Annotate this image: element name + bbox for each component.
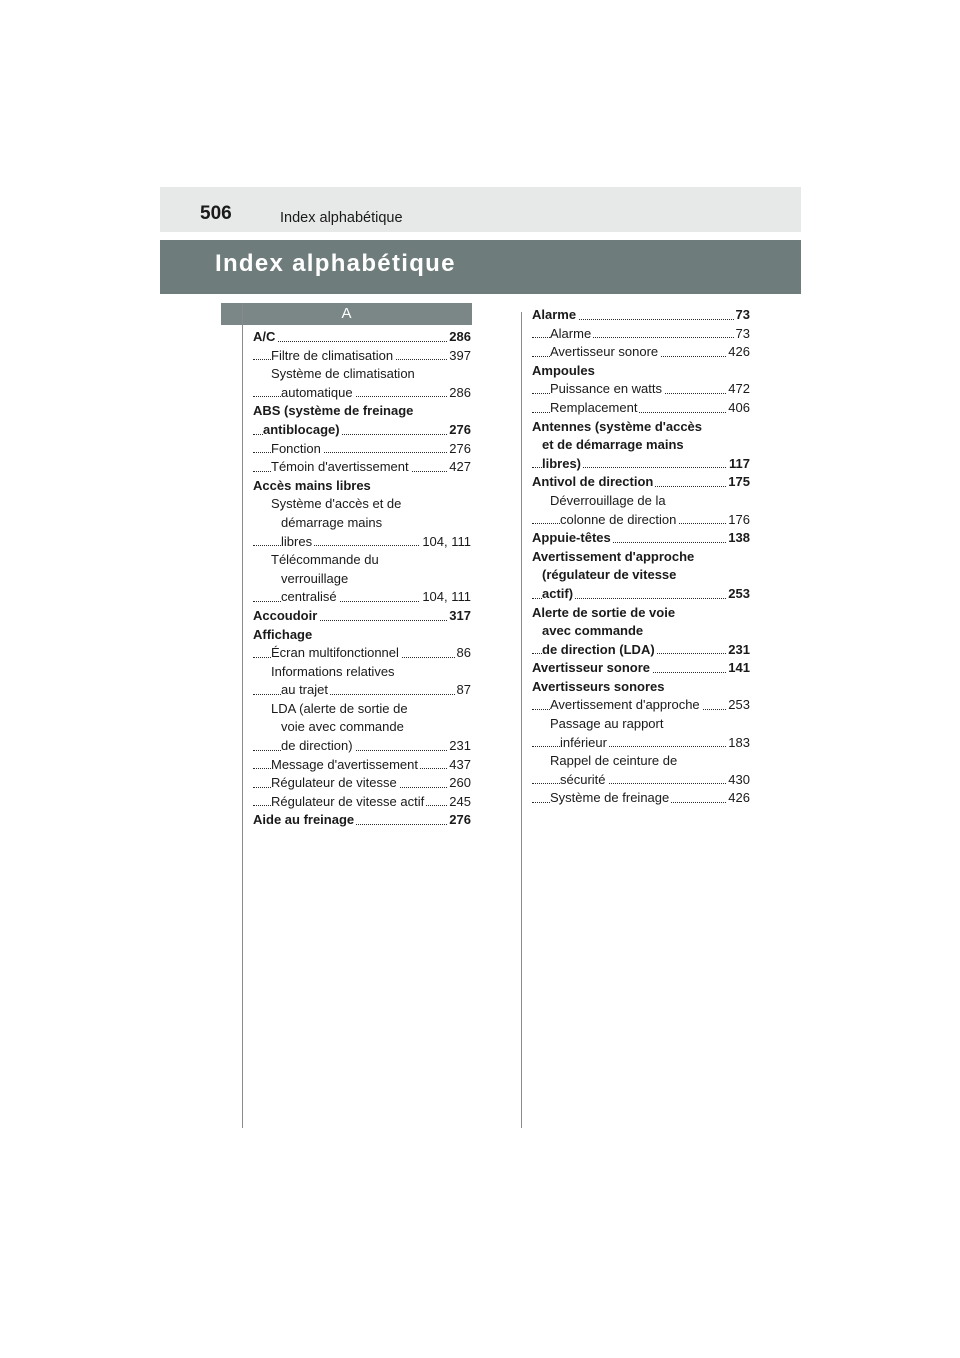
index-entry-page: 104, 111	[420, 588, 471, 607]
index-entry	[253, 588, 471, 607]
index-entry-text: centralisé	[281, 588, 339, 607]
index-entry	[253, 514, 471, 533]
index-entry-text: Avertisseurs sonores	[532, 678, 666, 697]
index-entry	[532, 343, 750, 362]
index-entry	[253, 328, 471, 347]
index-entry-page: 183	[726, 734, 750, 753]
index-entry-text: Appuie-têtes	[532, 529, 613, 548]
index-entry-text: LDA (alerte de sortie de	[271, 700, 410, 719]
index-entry-text: (régulateur de vitesse	[542, 566, 678, 585]
index-entry	[532, 436, 750, 455]
index-entry-page: 260	[447, 774, 471, 793]
index-entry	[253, 384, 471, 403]
index-entry-page: 437	[447, 756, 471, 775]
index-entry	[253, 663, 471, 682]
section-letter-header: A	[221, 303, 472, 325]
page-header-bar	[160, 187, 801, 232]
index-entry-text: inférieur	[560, 734, 609, 753]
index-entry	[253, 737, 471, 756]
index-entry	[253, 607, 471, 626]
index-entry	[253, 421, 471, 440]
index-entry	[253, 347, 471, 366]
index-entry-page: 317	[447, 607, 471, 626]
index-entry-page: 426	[726, 343, 750, 362]
index-entry-text: A/C	[253, 328, 277, 347]
index-entry-text: Système de climatisation	[271, 365, 417, 384]
index-entry-text: Régulateur de vitesse	[271, 774, 399, 793]
index-entry	[532, 715, 750, 734]
index-entry	[253, 533, 471, 552]
index-entry-text: avec commande	[542, 622, 645, 641]
index-entry	[532, 455, 750, 474]
index-entry-page: 406	[726, 399, 750, 418]
index-entry	[532, 771, 750, 790]
index-entry	[253, 477, 471, 496]
index-entry-text: voie avec commande	[281, 718, 406, 737]
index-entry-text: Remplacement	[550, 399, 639, 418]
index-entry	[532, 696, 750, 715]
index-entry	[532, 622, 750, 641]
index-entry-text: Alarme	[550, 325, 593, 344]
index-entry-text: sécurité	[560, 771, 608, 790]
index-entry-text: colonne de direction	[560, 511, 678, 530]
index-entry-page: 253	[726, 585, 750, 604]
index-entry-page: 231	[726, 641, 750, 660]
index-entry-text: Fonction	[271, 440, 323, 459]
index-entry-page: 141	[726, 659, 750, 678]
index-entry-page: 231	[447, 737, 471, 756]
index-entry-text: Avertissement d'approche	[550, 696, 702, 715]
index-entry-page: 286	[447, 328, 471, 347]
index-entry-text: démarrage mains	[281, 514, 384, 533]
index-entry-text: Filtre de climatisation	[271, 347, 395, 366]
index-entry-text: Puissance en watts	[550, 380, 664, 399]
left-column-rule	[242, 303, 243, 1128]
index-entry-text: verrouillage	[281, 570, 350, 589]
index-entry-page: 286	[447, 384, 471, 403]
header-title: Index alphabétique	[280, 210, 403, 226]
index-entry	[253, 793, 471, 812]
index-entry-page: 426	[726, 789, 750, 808]
index-entry	[253, 811, 471, 830]
index-entry-page: 104, 111	[420, 533, 471, 552]
index-entry-text: Passage au rapport	[550, 715, 665, 734]
index-entry	[532, 566, 750, 585]
index-entry	[532, 325, 750, 344]
index-entry-text: Témoin d'avertissement	[271, 458, 411, 477]
index-entry	[532, 641, 750, 660]
index-entry-text: Régulateur de vitesse actif	[271, 793, 426, 812]
index-entry-text: Avertissement d'approche	[532, 548, 696, 567]
index-entry	[253, 495, 471, 514]
index-entry-text: et de démarrage mains	[542, 436, 686, 455]
index-column-right	[532, 306, 750, 808]
index-entry-page: 73	[734, 306, 750, 325]
index-entry	[253, 718, 471, 737]
index-entry	[253, 756, 471, 775]
index-entry-text: Rappel de ceinture de	[550, 752, 679, 771]
index-entry-text: Écran multifonctionnel	[271, 644, 401, 663]
index-entry-text: antiblocage)	[263, 421, 342, 440]
index-entry-page: 176	[726, 511, 750, 530]
index-entry	[532, 789, 750, 808]
index-entry-text: Télécommande du	[271, 551, 381, 570]
index-entry-text: Accès mains libres	[253, 477, 373, 496]
index-entry	[253, 774, 471, 793]
index-entry	[532, 492, 750, 511]
index-entry-page: 472	[726, 380, 750, 399]
index-entry	[532, 399, 750, 418]
index-entry-text: Avertisseur sonore	[532, 659, 652, 678]
index-entry-text: actif)	[542, 585, 575, 604]
index-entry-text: ABS (système de freinage	[253, 402, 415, 421]
index-column-left	[253, 328, 471, 830]
index-entry	[253, 681, 471, 700]
index-entry-text: Message d'avertissement	[271, 756, 420, 775]
index-entry	[253, 700, 471, 719]
index-entry-page: 138	[726, 529, 750, 548]
index-entry-text: Avertisseur sonore	[550, 343, 660, 362]
index-entry	[253, 551, 471, 570]
index-entry-page: 117	[727, 455, 750, 474]
index-entry-page: 397	[447, 347, 471, 366]
index-entry	[532, 511, 750, 530]
index-entry	[253, 365, 471, 384]
index-entry	[532, 418, 750, 437]
index-entry-text: au trajet	[281, 681, 330, 700]
right-column-rule	[521, 312, 522, 1128]
index-entry-page: 276	[447, 440, 471, 459]
index-entry-text: Antennes (système d'accès	[532, 418, 704, 437]
index-entry-text: Ampoules	[532, 362, 597, 381]
index-entry-page: 427	[447, 458, 471, 477]
index-entry	[532, 529, 750, 548]
index-entry	[532, 306, 750, 325]
index-entry-text: Antivol de direction	[532, 473, 655, 492]
index-entry-text: Système d'accès et de	[271, 495, 403, 514]
index-entry-text: Accoudoir	[253, 607, 319, 626]
page-number: 506	[200, 203, 232, 224]
index-entry	[253, 570, 471, 589]
index-entry	[253, 402, 471, 421]
index-entry-page: 253	[726, 696, 750, 715]
index-entry-text: Système de freinage	[550, 789, 671, 808]
index-entry-page: 276	[447, 811, 471, 830]
index-entry	[532, 678, 750, 697]
index-entry-text: de direction)	[281, 737, 355, 756]
index-entry-text: Informations relatives	[271, 663, 397, 682]
index-entry-text: Affichage	[253, 626, 314, 645]
index-entry	[532, 659, 750, 678]
index-entry	[532, 585, 750, 604]
index-entry-text: de direction (LDA)	[542, 641, 657, 660]
index-entry	[532, 734, 750, 753]
index-entry	[532, 473, 750, 492]
index-entry-text: automatique	[281, 384, 355, 403]
index-entry-text: Alarme	[532, 306, 578, 325]
index-entry	[532, 362, 750, 381]
index-entry	[532, 752, 750, 771]
index-entry	[532, 380, 750, 399]
index-entry-page: 276	[447, 421, 471, 440]
index-entry	[253, 458, 471, 477]
index-entry-page: 73	[734, 325, 750, 344]
index-entry	[253, 440, 471, 459]
index-entry-page: 86	[455, 644, 471, 663]
index-entry-page: 175	[726, 473, 750, 492]
index-entry-page: 430	[726, 771, 750, 790]
index-entry-text: Déverrouillage de la	[550, 492, 668, 511]
index-entry	[532, 548, 750, 567]
index-entry-text: Aide au freinage	[253, 811, 356, 830]
index-entry-text: libres	[281, 533, 314, 552]
page-title: Index alphabétique	[215, 250, 456, 277]
index-entry-page: 245	[447, 793, 471, 812]
index-entry	[253, 626, 471, 645]
index-entry-page: 87	[455, 681, 471, 700]
index-entry-text: Alerte de sortie de voie	[532, 604, 677, 623]
index-entry-text: libres)	[542, 455, 583, 474]
index-entry	[253, 644, 471, 663]
index-entry	[532, 604, 750, 623]
